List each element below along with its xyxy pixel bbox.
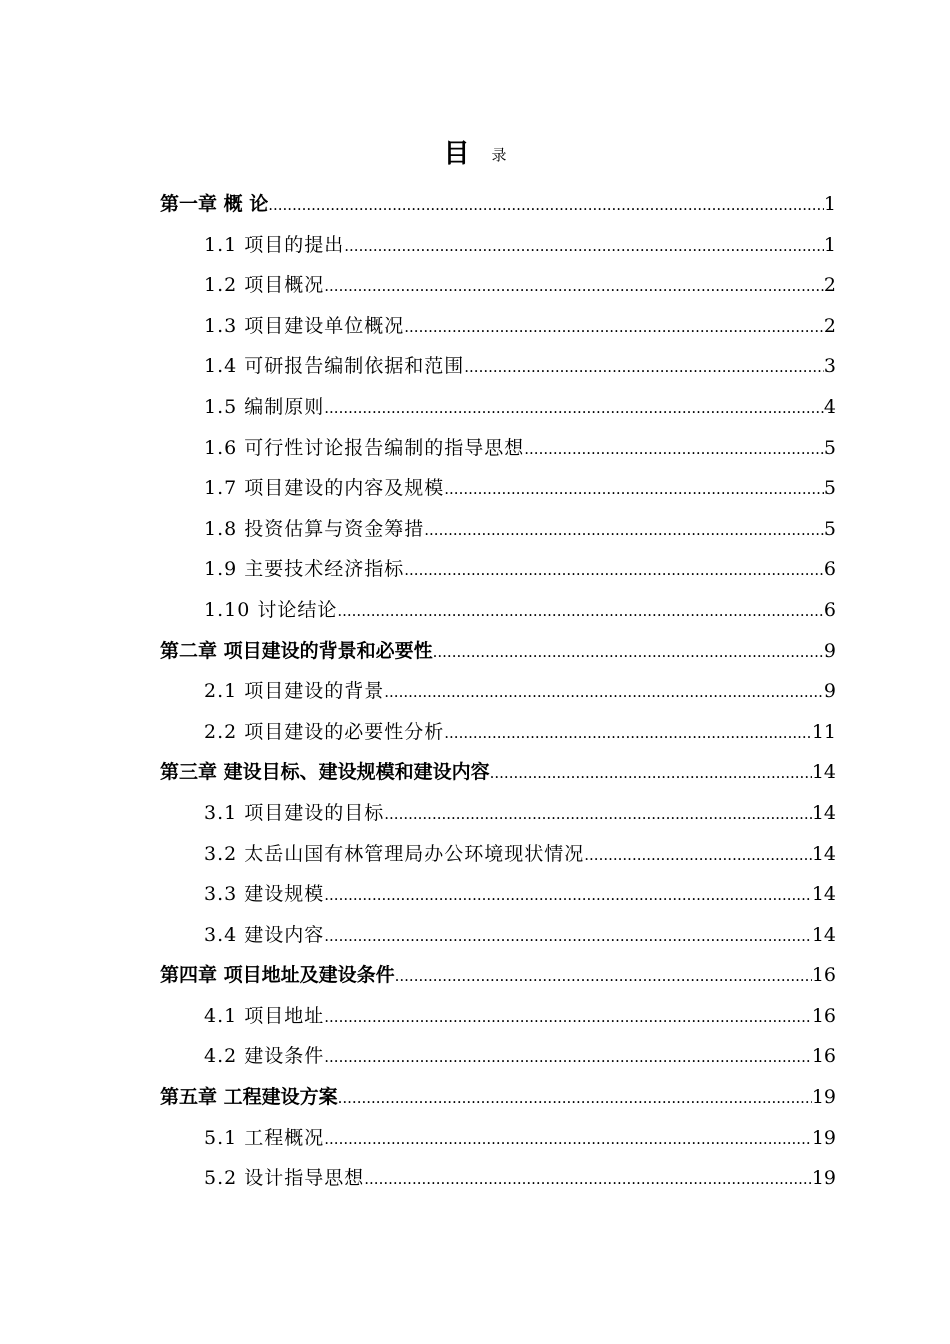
toc-dot-leader	[364, 1159, 812, 1200]
toc-entry-label: 1.3 项目建设单位概况	[204, 314, 405, 337]
toc-section-entry[interactable]	[160, 346, 836, 387]
toc-entry-page-number: 3	[823, 355, 836, 378]
toc-section-entry[interactable]	[160, 306, 836, 347]
toc-entry-label: 2.2 项目建设的必要性分析	[204, 720, 445, 743]
toc-entry-page-number: 16	[811, 1045, 836, 1068]
toc-entry-label: 2.1 项目建设的背景	[204, 680, 385, 703]
toc-entry-label: 1.1 项目的提出	[204, 233, 345, 256]
toc-dot-leader	[444, 469, 824, 510]
toc-dot-leader	[433, 632, 824, 673]
toc-entry-label: 5.2 设计指导思想	[204, 1167, 365, 1190]
toc-section-entry[interactable]	[160, 590, 836, 631]
toc-entry-page-number: 4	[823, 395, 836, 418]
toc-entry-label: 3.4 建设内容	[204, 923, 325, 946]
toc-section-entry[interactable]	[160, 225, 836, 266]
toc-entry-page-number: 6	[823, 558, 836, 581]
toc-entry-page-number: 2	[823, 314, 836, 337]
toc-dot-leader	[324, 997, 812, 1038]
toc-entry-page-number: 9	[823, 639, 836, 662]
toc-section-entry[interactable]	[160, 265, 836, 306]
toc-section-entry[interactable]	[160, 996, 836, 1037]
toc-entry-label: 3.2 太岳山国有林管理局办公环境现状情况	[204, 842, 585, 865]
toc-dot-leader	[337, 591, 824, 632]
table-of-contents	[160, 184, 836, 1199]
toc-entry-page-number: 14	[811, 842, 836, 865]
toc-entry-label: 1.4 可研报告编制依据和范围	[204, 355, 465, 378]
toc-entry-label: 4.1 项目地址	[204, 1004, 325, 1027]
toc-entry-label: 第三章 建设目标、建设规模和建设内容	[160, 761, 490, 784]
toc-section-entry[interactable]	[160, 428, 836, 469]
toc-entry-page-number: 19	[811, 1086, 836, 1109]
toc-entry-label: 1.9 主要技术经济指标	[204, 558, 405, 581]
toc-section-entry[interactable]	[160, 1036, 836, 1077]
toc-dot-leader	[395, 956, 812, 997]
toc-dot-leader	[404, 307, 824, 348]
toc-section-entry[interactable]	[160, 834, 836, 875]
toc-entry-label: 5.1 工程概况	[204, 1126, 325, 1149]
toc-entry-page-number: 16	[811, 1004, 836, 1027]
toc-dot-leader	[444, 713, 812, 754]
toc-entry-label: 1.6 可行性讨论报告编制的指导思想	[204, 436, 525, 459]
toc-entry-page-number: 2	[823, 274, 836, 297]
toc-title-main: 目	[443, 139, 470, 169]
toc-dot-leader	[490, 753, 812, 794]
toc-chapter-entry[interactable]	[160, 1077, 836, 1118]
toc-title-small: 录	[491, 146, 507, 164]
toc-section-entry[interactable]	[160, 874, 836, 915]
toc-dot-leader	[324, 1119, 812, 1160]
toc-dot-leader	[344, 226, 824, 267]
toc-entry-page-number: 1	[823, 193, 836, 215]
toc-chapter-entry[interactable]	[160, 184, 836, 225]
toc-dot-leader	[384, 794, 812, 835]
toc-section-entry[interactable]	[160, 549, 836, 590]
toc-entry-label: 1.8 投资估算与资金筹措	[204, 517, 425, 540]
toc-entry-page-number: 1	[823, 233, 836, 256]
toc-entry-label: 3.1 项目建设的目标	[204, 801, 385, 824]
toc-entry-label: 第五章 工程建设方案	[160, 1086, 338, 1109]
toc-section-entry[interactable]	[160, 915, 836, 956]
toc-dot-leader	[524, 429, 824, 470]
toc-dot-leader	[324, 266, 824, 307]
toc-chapter-entry[interactable]	[160, 631, 836, 672]
toc-entry-label: 4.2 建设条件	[204, 1045, 325, 1068]
toc-entry-label: 1.10 讨论结论	[204, 598, 338, 621]
toc-entry-label: 3.3 建设规模	[204, 883, 325, 906]
toc-dot-leader	[404, 550, 824, 591]
toc-entry-page-number: 14	[811, 883, 836, 906]
toc-dot-leader	[324, 875, 812, 916]
toc-dot-leader	[384, 672, 824, 713]
toc-dot-leader	[584, 835, 812, 876]
toc-entry-page-number: 5	[823, 517, 836, 540]
toc-dot-leader	[268, 185, 824, 226]
toc-dot-leader	[338, 1078, 812, 1119]
toc-chapter-entry[interactable]	[160, 752, 836, 793]
toc-section-entry[interactable]	[160, 793, 836, 834]
toc-section-entry[interactable]	[160, 671, 836, 712]
toc-entry-label: 1.5 编制原则	[204, 395, 325, 418]
toc-dot-leader	[424, 510, 824, 551]
toc-entry-page-number: 14	[811, 761, 836, 784]
toc-section-entry[interactable]	[160, 712, 836, 753]
toc-section-entry[interactable]	[160, 468, 836, 509]
toc-dot-leader	[324, 1037, 812, 1078]
toc-entry-label: 1.7 项目建设的内容及规模	[204, 477, 445, 500]
toc-entry-page-number: 9	[823, 680, 836, 703]
toc-entry-page-number: 19	[811, 1126, 836, 1149]
toc-entry-page-number: 16	[811, 964, 836, 987]
toc-section-entry[interactable]	[160, 1118, 836, 1159]
toc-entry-page-number: 11	[811, 720, 836, 743]
toc-chapter-entry[interactable]	[160, 955, 836, 996]
toc-entry-page-number: 5	[823, 436, 836, 459]
toc-section-entry[interactable]	[160, 387, 836, 428]
toc-entry-page-number: 5	[823, 477, 836, 500]
toc-entry-page-number: 14	[811, 801, 836, 824]
toc-dot-leader	[324, 916, 812, 957]
toc-dot-leader	[324, 388, 824, 429]
toc-entry-label: 1.2 项目概况	[204, 274, 325, 297]
toc-entry-page-number: 14	[811, 923, 836, 946]
toc-dot-leader	[464, 347, 824, 388]
toc-entry-page-number: 6	[823, 598, 836, 621]
toc-section-entry[interactable]	[160, 1158, 836, 1199]
toc-entry-label: 第二章 项目建设的背景和必要性	[160, 639, 433, 662]
toc-entry-label: 第四章 项目地址及建设条件	[160, 964, 395, 987]
toc-title	[0, 134, 950, 177]
toc-entry-page-number: 19	[811, 1167, 836, 1190]
toc-section-entry[interactable]	[160, 509, 836, 550]
toc-entry-label: 第一章 概 论	[160, 193, 269, 215]
